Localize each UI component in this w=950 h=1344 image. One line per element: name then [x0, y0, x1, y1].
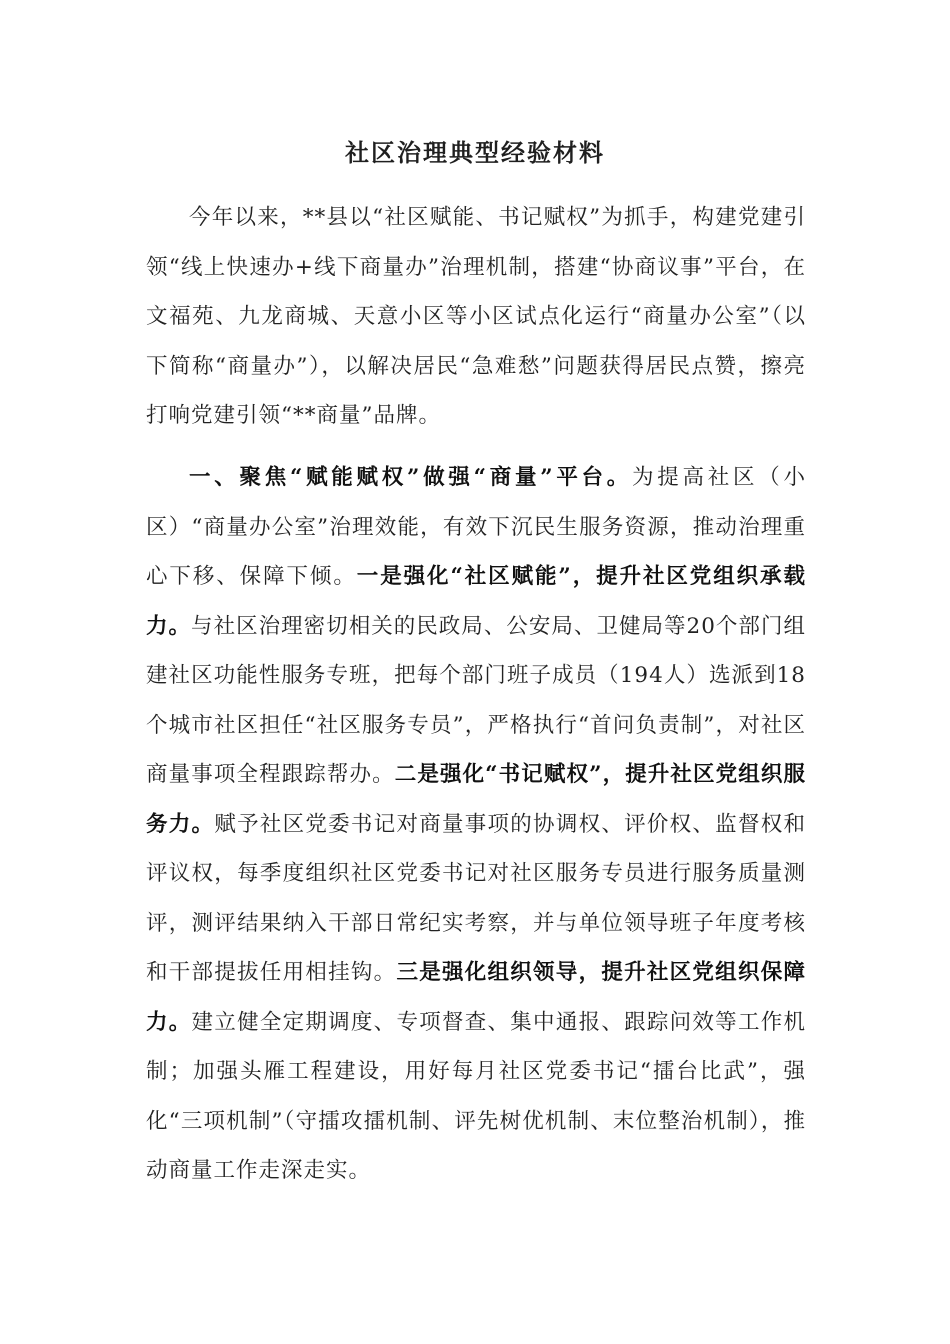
- section-1-text: 为提高社区（小区）“商量办公室”治理效能，有效下沉民生服务资源，推动治理重心下移、保障下倾。: [146, 465, 806, 589]
- point-3-text: 建立健全定期调度、专项督查、集中通报、跟踪问效等工作机制；加强头雁工程建设，用好每月社区党委书记“擂台比武”，强化“三项机制”（守擂攻擂机制、评先树优机制、末位整治机制），推动商量工作走深走实。: [146, 1009, 806, 1183]
- point-1-text: 与社区治理密切相关的民政局、公安局、卫健局等20个部门组建社区功能性服务专班，把每个部门班子成员（194人）选派到18个城市社区担任“社区服务专员”，严格执行“首问负责制”，对社区商量事项全程跟踪帮办。: [146, 613, 806, 787]
- point-2-text: 赋予社区党委书记对商量事项的协调权、评价权、监督权和评议权，每季度组织社区党委书记对社区服务专员进行服务质量测评，测评结果纳入干部日常纪实考察，并与单位领导班子年度考核和干部提拔任用相挂钩。: [146, 811, 806, 985]
- point-2-title: 二是强化“书记赋权”，提升社区党组织服务力。: [146, 762, 806, 837]
- document-title: 社区治理典型经验材料: [345, 138, 605, 167]
- intro-paragraph: 今年以来，**县以“社区赋能、书记赋权”为抓手，构建党建引领“线上快速办+线下商量办”治理机制，搭建“协商议事”平台，在文福苑、九龙商城、天意小区等小区试点化运行“商量办公室”（以下简称“商量办”），以解决居民“急难愁”问题获得居民点赞，擦亮打响党建引领“**商量”品牌。: [146, 205, 806, 428]
- section-1-paragraph: [146, 453, 806, 1196]
- point-3-title: 三是强化组织领导，提升社区党组织保障力。: [146, 960, 806, 1035]
- section-1-heading: 一、聚焦“赋能赋权”做强“商量”平台。: [189, 465, 633, 490]
- point-1-title: 一是强化“社区赋能”，提升社区党组织承载力。: [146, 564, 806, 639]
